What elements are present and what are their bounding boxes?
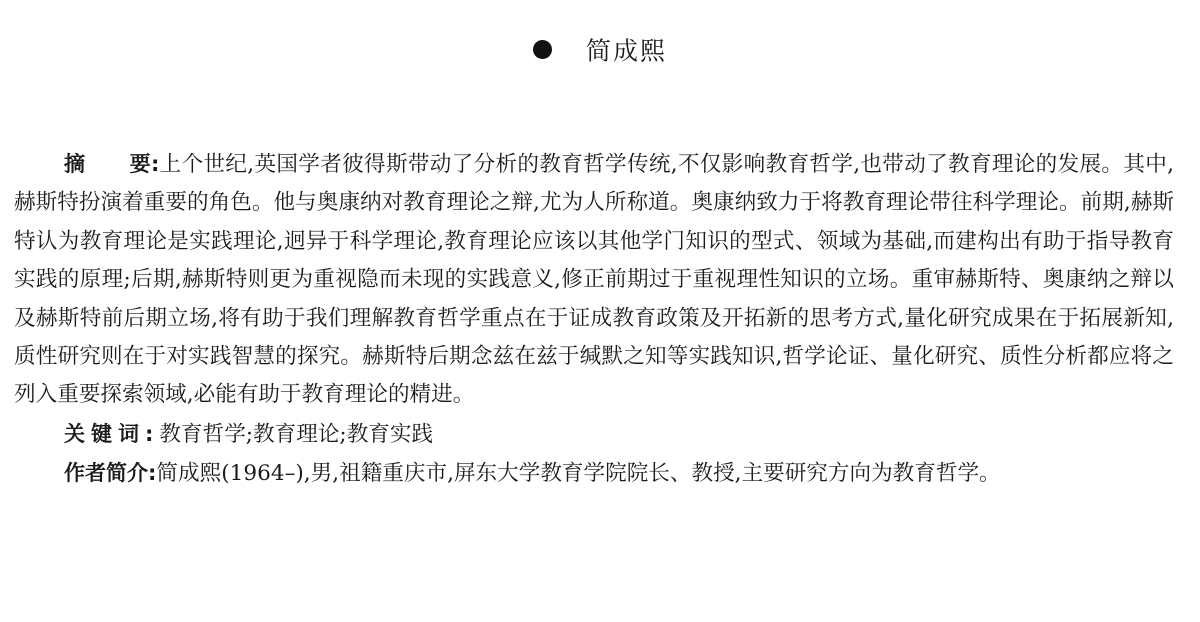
abstract-text: 上个世纪,英国学者彼得斯带动了分析的教育哲学传统,不仅影响教育哲学,也带动了教育理论的发展。其中,赫斯特扮演着重要的角色。他与奥康纳对教育理论之辩,尤为人所称道。奥康纳致力于将教育理论带往科学理论。前期,赫斯特认为教育理论是实践理论,迥异于科学理论,教育理论应该以其他学门知识的型式、领域为基础,而建构出有助于指导教育实践的原理;后期,赫斯特则更为重视隐而未现的实践意义,修正前期过于重视理性知识的立场。重审赫斯特、奥康纳之辩以及赫斯特前后期立场,将有助于我们理解教育哲学重点在于证成教育政策及开拓新的思考方式,量化研究成果在于拓展新知,质性研究则在于对实践智慧的探究。赫斯特后期念兹在兹于缄默之知等实践知识,哲学论证、量化研究、质性分析都应将之列入重要探索领域,必能有助于教育理论的精进。 bbox=[14, 152, 1174, 408]
keywords-paragraph bbox=[14, 415, 1174, 454]
author-line bbox=[0, 30, 1200, 72]
author-bio-paragraph bbox=[14, 454, 1174, 493]
abstract-section bbox=[14, 145, 1174, 494]
keywords-text: 教育哲学;教育理论;教育实践 bbox=[159, 421, 434, 447]
author-name: 简成熙 bbox=[585, 36, 667, 66]
author-bio-text: 简成熙(1964–),男,祖籍重庆市,屏东大学教育学院院长、教授,主要研究方向为教育哲学。 bbox=[156, 461, 1001, 487]
keywords-label: 关键词: bbox=[64, 421, 160, 446]
bullet-icon bbox=[533, 40, 552, 59]
abstract-label: 摘 要: bbox=[64, 152, 160, 176]
author-bio-label: 作者简介: bbox=[64, 461, 157, 486]
abstract-paragraph bbox=[14, 145, 1174, 415]
